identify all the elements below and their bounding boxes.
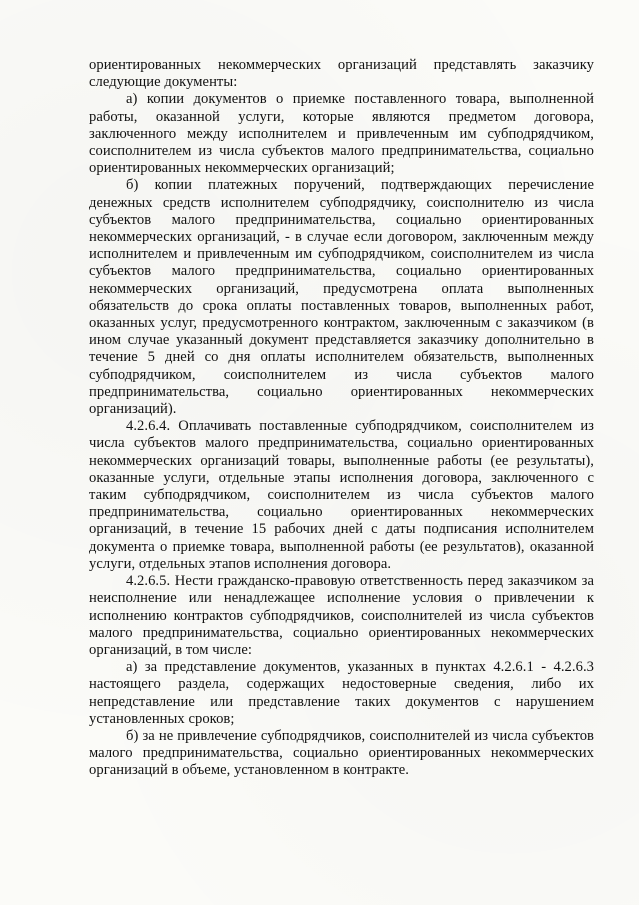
paragraph-liability-item-b: б) за не привлечение субподрядчиков, соисполнителей из числа субъектов малого предпринимательства, социально ориентированных некоммерческих организаций в объеме, установленном в контракте.: [89, 727, 594, 779]
paragraph-clause-4-2-6-4: 4.2.6.4. Оплачивать поставленные субподрядчиком, соисполнителем из числа субъектов малого предпринимательства, социально ориентированных некоммерческих организаций товары, выполненные работы (ее результаты), оказанные услуги, отдельные этапы исполнения договора, заключенного с таким субподрядчиком, соисполнителем из числа субъектов малого предпринимательства, социально ориентированных некоммерческих организаций, в течение 15 рабочих дней с даты подписания исполнителем документа о приемке товара, выполненной работы (ее результатов), оказанной услуги, отдельных этапов исполнения договора.: [89, 418, 594, 572]
document-body: [89, 57, 594, 780]
paragraph-item-a-acceptance-documents: а) копии документов о приемке поставленного товара, выполненной работы, оказанной услуги, которые являются предметом договора, заключенного между исполнителем и привлеченным им субподрядчиком, соисполнителем из числа субъектов малого предпринимательства, социально ориентированных некоммерческих организаций;: [89, 91, 594, 177]
paragraph-continuation: ориентированных некоммерческих организаций представлять заказчику следующие документы:: [89, 57, 594, 91]
paragraph-liability-item-a: а) за представление документов, указанных в пунктах 4.2.6.1 - 4.2.6.3 настоящего раздела, содержащих недостоверные сведения, либо их непредставление или представление таких документов с нарушением установленных сроков;: [89, 659, 594, 727]
paragraph-clause-4-2-6-5: 4.2.6.5. Нести гражданско-правовую ответственность перед заказчиком за неисполнение или ненадлежащее исполнение условия о привлечении к исполнению контрактов субподрядчиков, соисполнителей из числа субъектов малого предпринимательства, социально ориентированных некоммерческих организаций, в том числе:: [89, 573, 594, 658]
paragraph-item-b-payment-orders: б) копии платежных поручений, подтверждающих перечисление денежных средств исполнителем субподрядчику, соисполнителю из числа субъектов малого предпринимательства, социально ориентированных некоммерческих организаций, - в случае если договором, заключенным между исполнителем и привлеченным им субподрядчиком, соисполнителем из числа субъектов малого предпринимательства, социально ориентированных некоммерческих организаций, предусмотрена оплата выполненных обязательств до срока оплаты поставленных товаров, выполненных работ, оказанных услуг, предусмотренного контрактом, заключенным с заказчиком (в ином случае указанный документ представляется заказчику дополнительно в течение 5 дней со дня оплаты исполнителем обязательств, выполненных субподрядчиком, соисполнителем из числа субъектов малого предпринимательства, социально ориентированных некоммерческих организаций).: [89, 177, 594, 418]
